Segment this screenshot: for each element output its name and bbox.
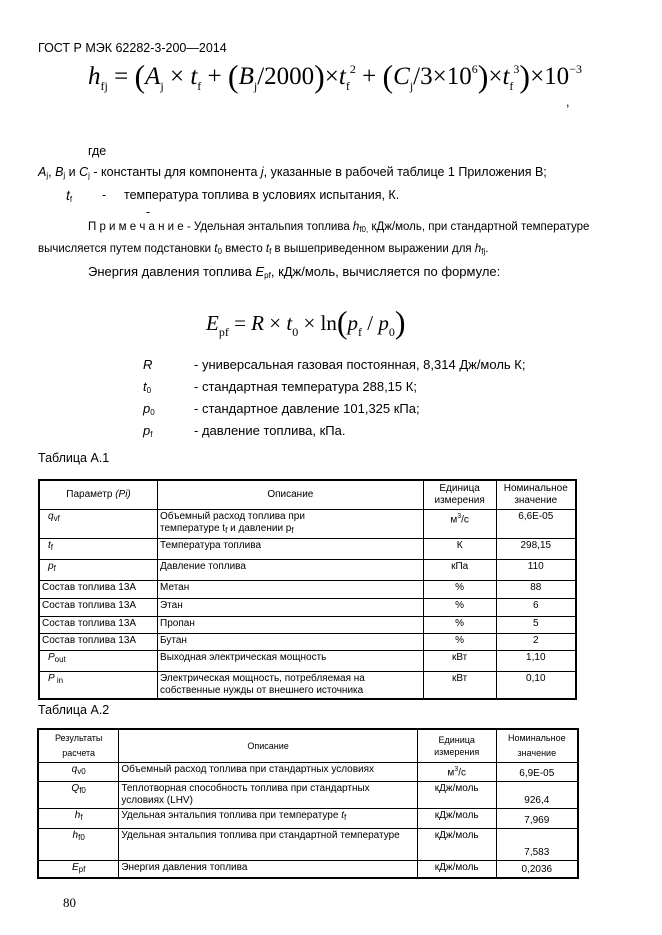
unit-cell: кДж/моль <box>417 782 496 809</box>
sub: 0 <box>217 247 222 256</box>
where-label: где <box>88 144 107 158</box>
header-unit: Единица измерения <box>423 480 496 509</box>
formula-token: f <box>509 79 514 93</box>
description-cell <box>158 509 424 538</box>
unit: м <box>450 513 458 525</box>
definition-text: - универсальная газовая постоянная, 8,314 Дж/моль К; <box>194 357 526 372</box>
var: h <box>474 243 482 255</box>
formula-token: + <box>355 63 383 90</box>
param-symbol: q <box>48 510 54 522</box>
sub: f0, <box>359 225 369 234</box>
table-row <box>39 671 576 699</box>
text: , указанные в рабочей таблице 1 Приложения В; <box>263 165 547 179</box>
formula-token: ( <box>134 58 146 94</box>
formula-token: = <box>228 311 252 335</box>
param-subscript: in <box>54 675 64 685</box>
sub: f <box>69 195 73 204</box>
value-cell: 6 <box>496 598 576 616</box>
formula-token: /2000 <box>257 63 315 90</box>
definition-symbol <box>143 423 152 439</box>
formula-token: f <box>197 79 202 93</box>
definition-text: - стандартная температура 288,15 К; <box>194 379 417 394</box>
var: C <box>79 165 89 179</box>
unit-cell: кВт <box>423 650 496 671</box>
formula-token: = <box>107 63 135 90</box>
value-cell: 88 <box>496 580 576 598</box>
formula-token: f <box>345 79 350 93</box>
definition-symbol <box>143 401 155 417</box>
formula-token: ×10 <box>530 63 570 90</box>
var: h <box>352 221 360 233</box>
unit-cell: кДж/моль <box>417 861 496 879</box>
var: A <box>38 165 47 179</box>
header-param <box>39 480 158 509</box>
formula-token: ( <box>227 58 239 94</box>
formula-token: B <box>238 63 254 90</box>
param-subscript: out <box>54 654 66 664</box>
param-subscript: v0 <box>77 767 86 776</box>
var: p <box>143 401 151 416</box>
text: в вышеприведенном выражении для <box>271 243 475 255</box>
table-row <box>39 538 576 559</box>
formula-token: E <box>206 311 219 335</box>
definition-symbol <box>143 357 152 373</box>
value-cell: 2 <box>496 633 576 650</box>
formula-token: pf <box>218 325 229 339</box>
text: . <box>485 243 489 255</box>
value-cell: 6,6E-05 <box>496 509 576 538</box>
unit-sup: 3 <box>457 512 462 520</box>
param-subscript: f <box>50 542 54 552</box>
param-cell <box>38 763 119 782</box>
formula-token: ) <box>394 304 406 340</box>
definition-tf-dash: - <box>102 188 107 202</box>
formula-token: h <box>88 63 101 90</box>
param-cell <box>39 559 158 580</box>
text: и <box>65 165 80 179</box>
formula-token: p <box>347 311 359 335</box>
formula-token: × <box>163 63 191 90</box>
formula-token: t <box>502 63 510 90</box>
table-row <box>39 616 576 633</box>
value-cell: 6,9E-05 <box>496 763 578 782</box>
definition-text: - давление топлива, кПа. <box>194 423 346 438</box>
formula-token: / <box>362 311 379 335</box>
formula-token: × <box>324 63 339 90</box>
definition-symbol <box>143 379 151 395</box>
description-cell: Теплотворная способность топлива при стандартных условиях (LHV) <box>119 782 417 809</box>
unit-cell: % <box>423 633 496 650</box>
formula-token: + <box>201 63 228 90</box>
param-cell <box>38 829 119 861</box>
value-cell: 7,583 <box>496 829 578 861</box>
description-cell: Электрическая мощность, потребляемая на собственные нужды от внешнего источника <box>158 671 424 699</box>
param-symbol: p <box>48 560 54 572</box>
description-cell: Температура топлива <box>158 538 424 559</box>
param-symbol: t <box>48 539 51 551</box>
text: - Удельная энтальпия топлива <box>183 221 353 233</box>
header-desc: Описание <box>158 480 424 509</box>
param-subscript: pf <box>78 865 86 874</box>
formula-token: −3 <box>569 62 582 76</box>
sub: f <box>343 813 347 822</box>
formula-token: A <box>145 63 161 90</box>
formula-token: p <box>378 311 389 335</box>
document-header: ГОСТ Р МЭК 62282-3-200—2014 <box>38 41 227 55</box>
text: Параметр <box>66 488 116 500</box>
unit-cell: % <box>423 580 496 598</box>
text: температуре t <box>160 522 226 534</box>
param-subscript: f <box>53 563 56 573</box>
table-row <box>39 559 576 580</box>
sub: 0 <box>146 386 152 395</box>
param-cell <box>39 509 158 538</box>
header-desc: Описание <box>119 729 417 763</box>
param-cell <box>38 861 119 879</box>
var: (Pi) <box>115 488 131 500</box>
unit-cell: кДж/моль <box>417 809 496 829</box>
formula-token: t <box>338 63 346 90</box>
table-row <box>38 782 578 809</box>
sub: 0 <box>150 408 155 417</box>
unit-cell: кВт <box>423 671 496 699</box>
sub: f <box>291 525 294 535</box>
formula-comma: , <box>566 95 570 109</box>
value-cell: 7,969 <box>496 809 578 829</box>
definition-text: - стандартное давление 101,325 кПа; <box>194 401 420 416</box>
var: R <box>143 357 153 372</box>
param-symbol: P <box>48 651 55 663</box>
sub: fj <box>481 247 486 256</box>
unit-cell <box>417 763 496 782</box>
text: , <box>48 165 56 179</box>
table-row <box>39 580 576 598</box>
var: t <box>214 243 218 255</box>
unit-cell: К <box>423 538 496 559</box>
table-header-row <box>39 480 576 509</box>
param-cell: Состав топлива 13А <box>39 633 158 650</box>
param-symbol: h <box>72 830 79 841</box>
value-cell: 926,4 <box>496 782 578 809</box>
unit-cell: кПа <box>423 559 496 580</box>
var: t <box>265 243 270 255</box>
sub: f <box>225 525 228 535</box>
formula-token: C <box>393 63 410 90</box>
formula-token: 0 <box>388 325 395 339</box>
formula-token: /3×10 <box>413 63 472 90</box>
unit-cell: % <box>423 616 496 633</box>
text: - константы для компонента <box>89 165 261 179</box>
unit-cell: % <box>423 598 496 616</box>
param-cell <box>39 671 158 699</box>
text: Удельная энтальпия топлива при температуре <box>121 810 342 821</box>
note-line-2 <box>38 243 488 256</box>
param-cell: Состав топлива 13А <box>39 598 158 616</box>
text: Энергия давления топлива <box>88 264 256 279</box>
param-cell <box>38 782 119 809</box>
sub: pf <box>264 271 271 280</box>
formula-token: 6 <box>471 62 478 76</box>
header-value: Номинальное значение <box>496 729 578 763</box>
definition-tf-symbol <box>66 187 72 204</box>
description-cell: Объемный расход топлива при стандартных условиях <box>119 763 417 782</box>
pressure-energy-formula <box>206 304 406 341</box>
formula-token: 0 <box>292 325 299 339</box>
table-a2 <box>37 728 579 879</box>
value-cell: 0,10 <box>496 671 576 699</box>
formula-token: ) <box>314 58 325 94</box>
formula-token: 3 <box>513 62 520 76</box>
stray-dash: - <box>146 205 151 219</box>
var: t <box>341 810 344 821</box>
formula-token: j <box>160 79 164 93</box>
table-row <box>38 861 578 879</box>
header-param: Результаты расчета <box>38 729 119 763</box>
sub: f <box>269 247 272 256</box>
table-row <box>38 763 578 782</box>
text: и давлении p <box>227 522 292 534</box>
value-cell: 5 <box>496 616 576 633</box>
value-cell: 110 <box>496 559 576 580</box>
description-cell: Этан <box>158 598 424 616</box>
description-cell: Энергия давления топлива <box>119 861 417 879</box>
unit: м <box>447 767 455 779</box>
text: вместо <box>221 243 266 255</box>
header-unit: Единица измерения <box>417 729 496 763</box>
table-row <box>38 829 578 861</box>
table-a1 <box>38 479 577 700</box>
page-number: 80 <box>63 895 76 910</box>
unit-cell: кДж/моль <box>417 829 496 861</box>
note-label: П р и м е ч а н и е <box>88 221 184 233</box>
formula-token: j <box>253 79 258 93</box>
formula-token: × ln <box>298 311 337 335</box>
param-symbol: h <box>74 810 81 821</box>
description-cell: Пропан <box>158 616 424 633</box>
description-cell: Удельная энтальпия топлива при стандартной температуре <box>119 829 417 861</box>
table2-caption: Таблица А.2 <box>38 703 110 717</box>
table-row <box>39 633 576 650</box>
formula-token: ( <box>336 304 348 340</box>
sub: f <box>150 430 153 439</box>
value-cell: 0,2036 <box>496 861 578 879</box>
unit-cell <box>423 509 496 538</box>
description-cell <box>119 809 417 829</box>
definition-tf-text: температура топлива в условиях испытания, К. <box>124 188 400 202</box>
formula-token: 2 <box>349 62 356 76</box>
formula-token: f <box>358 325 363 339</box>
table1-caption: Таблица А.1 <box>38 451 110 465</box>
description-cell: Давление топлива <box>158 559 424 580</box>
unit: /с <box>461 513 469 525</box>
table-row <box>39 598 576 616</box>
param-subscript: vf <box>53 513 60 523</box>
param-cell: Состав топлива 13А <box>39 616 158 633</box>
text: кДж/моль, при стандартной температуре <box>368 221 590 233</box>
sub: j <box>46 171 49 180</box>
var: t <box>66 187 70 203</box>
param-symbol: P <box>48 672 55 684</box>
param-cell: Состав топлива 13А <box>39 580 158 598</box>
var: j <box>260 165 264 179</box>
definition-abc <box>38 165 547 180</box>
var: p <box>143 423 151 438</box>
note-line-1 <box>88 221 589 234</box>
param-symbol: Q <box>71 783 80 794</box>
var: B <box>55 165 64 179</box>
sub: j <box>63 171 66 180</box>
value-cell: 298,15 <box>496 538 576 559</box>
description-cell: Метан <box>158 580 424 598</box>
param-subscript: f <box>80 813 83 822</box>
formula-token: × <box>264 311 287 335</box>
formula-token: t <box>286 311 293 335</box>
formula-token: R <box>251 311 264 335</box>
text: , кДж/моль, вычисляется по формуле: <box>270 264 501 279</box>
var: t <box>143 379 147 394</box>
param-cell <box>39 650 158 671</box>
var: E <box>255 264 265 279</box>
formula-token: t <box>190 63 198 90</box>
text: Объемный расход топлива при <box>160 510 305 522</box>
param-subscript: f0 <box>78 833 85 842</box>
unit: /с <box>458 767 466 779</box>
param-symbol: q <box>71 764 78 775</box>
table-row <box>39 650 576 671</box>
formula-token: ( <box>382 58 394 94</box>
param-cell <box>38 809 119 829</box>
table-row <box>39 509 576 538</box>
description-cell: Выходная электрическая мощность <box>158 650 424 671</box>
value-cell: 1,10 <box>496 650 576 671</box>
formula-token: ) <box>519 58 531 94</box>
formula-token: ) <box>477 58 489 94</box>
param-subscript: f0 <box>79 786 86 795</box>
text: вычисляется путем подстановки <box>38 243 215 255</box>
header-value: Номинальное значение <box>496 480 576 509</box>
description-cell: Бутан <box>158 633 424 650</box>
energy-intro <box>88 264 500 280</box>
param-symbol: E <box>71 862 79 873</box>
formula-token: fj <box>100 79 108 93</box>
unit-sup: 3 <box>454 766 459 773</box>
sub: j <box>88 171 90 180</box>
formula-token: × <box>488 63 503 90</box>
formula-token: j <box>409 79 414 93</box>
table-header-row <box>38 729 578 763</box>
table-row <box>38 809 578 829</box>
param-cell <box>39 538 158 559</box>
enthalpy-formula <box>88 58 582 95</box>
